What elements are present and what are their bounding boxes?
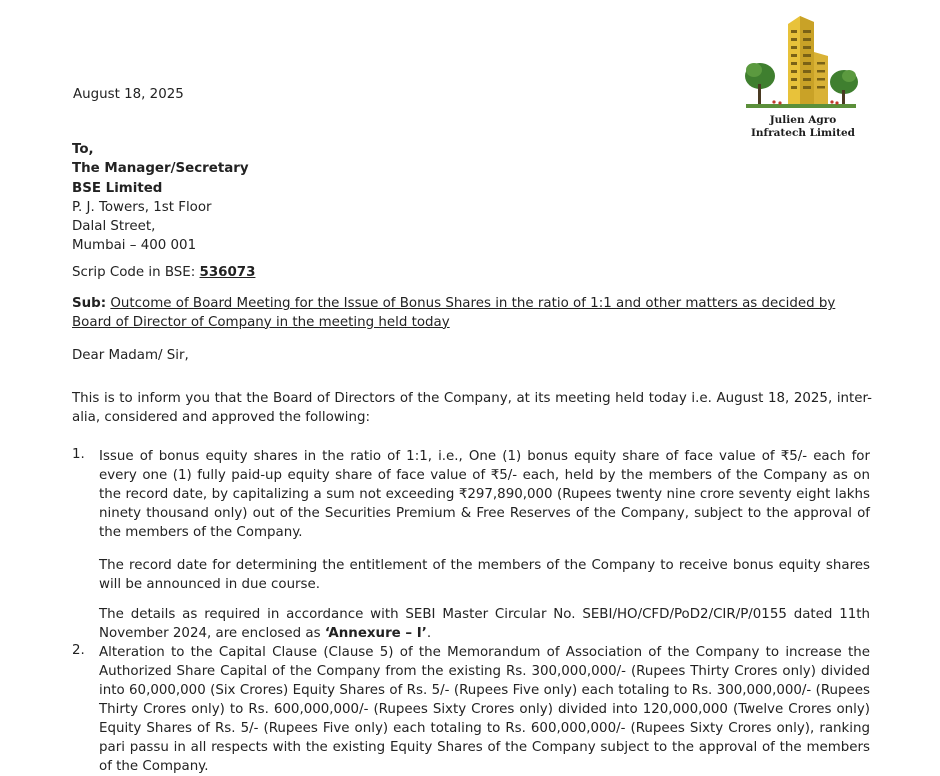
recipient-title: The Manager/Secretary: [72, 161, 249, 177]
recipient-city: Mumbai – 400 001: [72, 238, 197, 254]
recipient-to: To,: [72, 142, 94, 157]
subject-label: Sub:: [72, 296, 107, 311]
intro-paragraph: This is to inform you that the Board of Directors of the Company, at its meeting held today i.e. August 18, 2025, inter-alia, considered and approved the following:: [72, 391, 872, 425]
scrip-code: [72, 265, 255, 280]
recipient-street: Dalal Street,: [72, 219, 156, 235]
sentence-end: .: [426, 626, 432, 641]
item-paragraph: [99, 605, 870, 643]
subject-line: [72, 295, 872, 332]
recipient-org: BSE Limited: [72, 180, 163, 196]
list-item: [72, 447, 872, 643]
company-name-line1: Julien Agro: [769, 114, 837, 126]
list-item: [72, 643, 872, 776]
company-name: [738, 114, 868, 140]
building-trees-logo-icon: [742, 12, 860, 112]
circular-reference: The details as required in accordance with SEBI Master Circular No. SEBI/HO/CFD/PoD2/CIR/P/0155 dated 11th November 2024, are enclosed as: [99, 607, 870, 641]
subject-text: Outcome of Board Meeting for the Issue of Bonus Shares in the ratio of 1:1 and other matters as decided by Board of Director of Company in the meeting held today: [72, 296, 836, 330]
annexure-reference: ‘Annexure – I’: [324, 626, 427, 641]
greeting: Dear Madam/ Sir,: [72, 348, 189, 363]
letter-date: August 18, 2025: [73, 87, 184, 102]
scrip-code-value: 536073: [199, 265, 256, 280]
recipient-address: [72, 140, 249, 256]
scrip-code-label: Scrip Code in BSE:: [72, 265, 200, 280]
item-number: 2.: [72, 643, 85, 658]
item-paragraph: Issue of bonus equity shares in the ratio of 1:1, i.e., One (1) bonus equity share of face value of ₹5/- each for every one (1) fully paid-up equity share of face value of ₹5/- each, held by the members of the Company as on the record date, by capitalizing a sum not exceeding ₹297,890,000 (Rupees twenty nine crore seventy eight lakhs ninety thousand only) out of the Securities Premium & Free Reserves of the Company, subject to the approval of the members of the Company.: [99, 449, 870, 540]
company-name-line2: Infratech Limited: [751, 127, 855, 139]
item-paragraph: Alteration to the Capital Clause (Clause 5) of the Memorandum of Association of the Company to increase the Authorized Share Capital of the Company from the existing Rs. 300,000,000/- (Rupees Thirty Crores only) divided into 60,000,000 (Six Crores) Equity Shares of Rs. 5/- (Rupees Five only) each totaling to Rs. 300,000,000/- (Rupees Thirty Crores only) to Rs. 600,000,000/- (Rupees Sixty Crores only) divided into 120,000,000 (Twelve Crores only) Equity Shares of Rs. 5/- (Rupees Five only) each totaling to Rs. 600,000,000/- (Rupees Sixty Crores only), ranking pari passu in all respects with the existing Equity Shares of the Company subject to the approval of the members of the Company.: [99, 645, 870, 774]
item-paragraph: The record date for determining the entitlement of the members of the Company to receive bonus equity shares will be announced in due course.: [99, 558, 870, 592]
recipient-building: P. J. Towers, 1st Floor: [72, 199, 212, 215]
item-number: 1.: [72, 447, 85, 462]
